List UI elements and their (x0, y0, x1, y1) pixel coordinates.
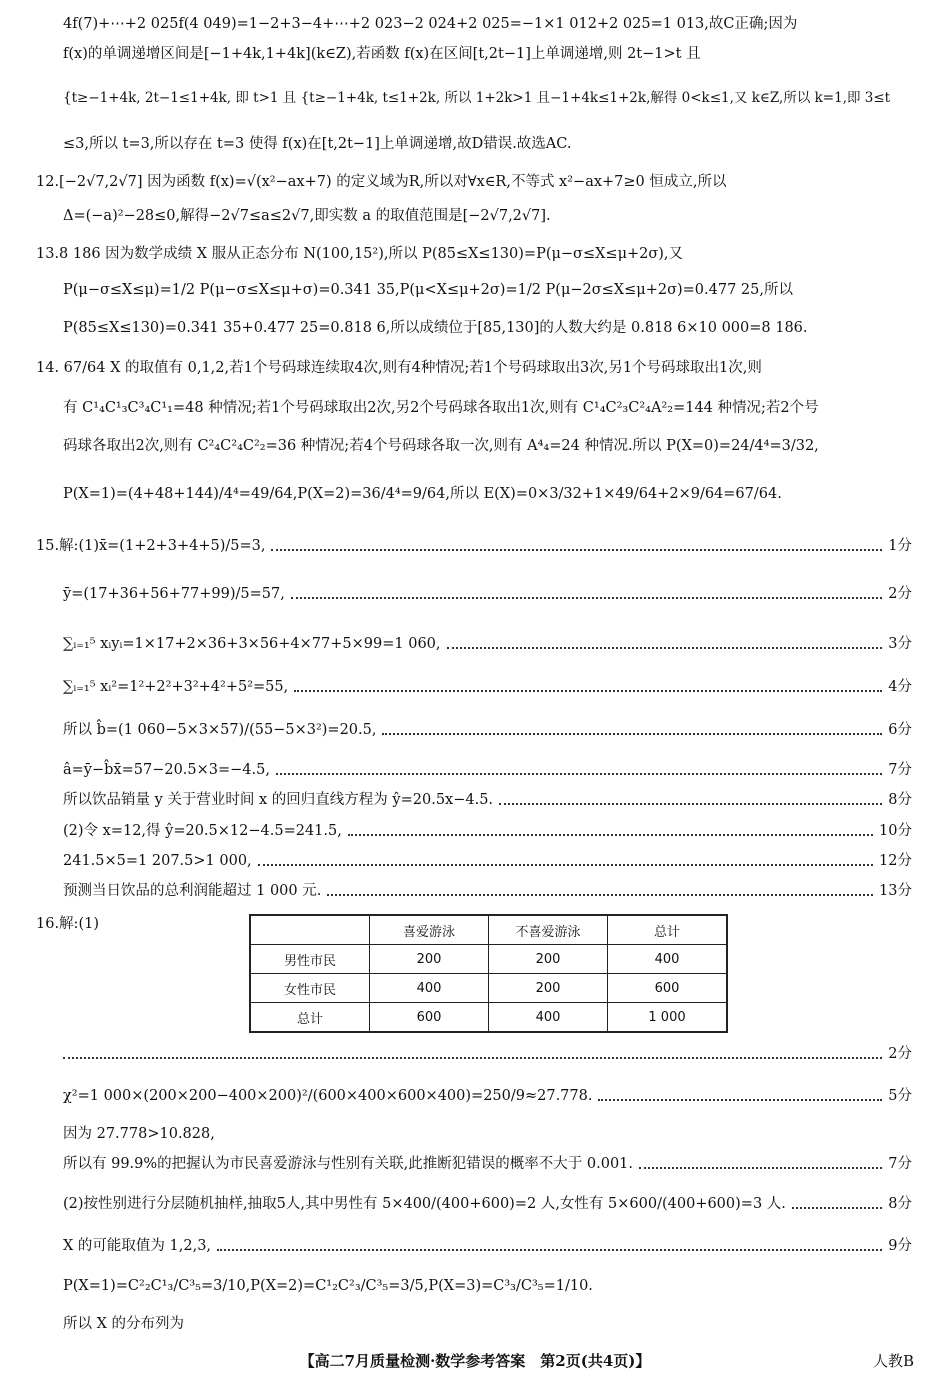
text-line: {t≥−1+4k, 2t−1≤1+4k, 即 t>1 且 {t≥−1+4k, t≤1+2k, 所以 1+2k>1 且−1+4k≤1+2k,解得 0<k≤1,又 k∈Z,所以 k=1,即 3≤t (63, 90, 891, 106)
dot-leader (271, 549, 882, 551)
table-row (250, 945, 727, 974)
text-line: 所以 X 的分布列为 (63, 1316, 185, 1332)
text-line: ≤3,所以 t=3,所以存在 t=3 使得 f(x)在[t,2t−1]上单调递增,故D错误.故选AC. (63, 136, 572, 152)
solution-16-step (63, 1154, 912, 1174)
step-text: â=ȳ−b̂x̄=57−20.5×3=−4.5, (63, 762, 270, 778)
step-text: 所以 b̂=(1 060−5×3×57)/(55−5×3²)=20.5, (63, 722, 377, 738)
dot-leader (276, 773, 882, 775)
score-label: 3分 (888, 636, 912, 652)
score-label: 5分 (888, 1088, 912, 1104)
step-text: X 的可能取值为 1,2,3, (63, 1238, 212, 1254)
dot-leader (598, 1099, 882, 1101)
solution-15-step (63, 821, 912, 841)
dot-leader (258, 864, 873, 866)
score-label: 1分 (888, 538, 912, 554)
step-text: ȳ=(17+36+56+77+99)/5=57, (63, 586, 285, 602)
text-line: 码球各取出2次,则有 C²₄C²₄C²₂=36 种情况;若4个号码球各取一次,则有 A⁴₄=24 种情况.所以 P(X=0)=24/4⁴=3/32, (63, 438, 819, 454)
contingency-table (249, 914, 728, 1033)
solution-15-step (63, 851, 912, 871)
table-row (250, 1003, 727, 1033)
solution-15-step (63, 881, 912, 901)
text-line: P(X=1)=C²₂C¹₃/C³₅=3/10,P(X=2)=C¹₂C²₃/C³₅=3/5,P(X=3)=C³₃/C³₅=1/10. (63, 1278, 593, 1294)
table-cell: 总计 (250, 1003, 370, 1033)
score-label: 12分 (879, 853, 912, 869)
score-label: 2分 (888, 1046, 912, 1062)
table-cell: 200 (489, 945, 608, 974)
solution-15-step (63, 584, 912, 604)
text-line: 因为 27.778>10.828, (63, 1126, 215, 1142)
solution-15-step (63, 760, 912, 780)
dot-leader (499, 803, 882, 805)
dot-leader (217, 1249, 882, 1251)
solution-15-step (63, 677, 912, 697)
step-text: 预测当日饮品的总利润能超过 1 000 元. (63, 883, 322, 899)
answer-12-line: 12.[−2√7,2√7] 因为函数 f(x)=√(x²−ax+7) 的定义域为R,所以对∀x∈R,不等式 x²−ax+7≥0 恒成立,所以 (36, 174, 727, 190)
step-text: χ²=1 000×(200×200−400×200)²/(600×400×600×400)=250/9≈27.778. (63, 1088, 593, 1104)
text-line: 4f(7)+⋯+2 025f(4 049)=1−2+3−4+⋯+2 023−2 024+2 025=−1×1 012+2 025=1 013,故C正确;因为 (63, 16, 798, 32)
table-row (250, 974, 727, 1003)
table-cell: 400 (608, 945, 728, 974)
score-label: 7分 (888, 1156, 912, 1172)
score-label: 8分 (888, 1196, 912, 1212)
score-label: 13分 (879, 883, 912, 899)
score-label: 7分 (888, 762, 912, 778)
text-line: 有 C¹₄C¹₃C³₄C¹₁=48 种情况;若1个号码球取出2次,另2个号码球各取出1次,则有 C¹₄C²₃C²₄A²₂=144 种情况;若2个号 (63, 400, 819, 416)
score-label: 9分 (888, 1238, 912, 1254)
solution-15-step (63, 634, 912, 654)
table-cell: 400 (370, 974, 489, 1003)
step-text: (2)按性别进行分层随机抽样,抽取5人,其中男性有 5×400/(400+600)=2 人,女性有 5×600/(400+600)=3 人. (63, 1196, 786, 1212)
step-text: 所以有 99.9%的把握认为市民喜爱游泳与性别有关联,此推断犯错误的概率不大于 0.001. (63, 1156, 634, 1172)
table-cell: 1 000 (608, 1003, 728, 1033)
step-text: ∑ᵢ₌₁⁵ xᵢyᵢ=1×17+2×36+3×56+4×77+5×99=1 060, (63, 636, 441, 652)
solution-16-heading: 16.解:(1) (36, 916, 99, 932)
text-line: P(μ−σ≤X≤μ)=1/2 P(μ−σ≤X≤μ+σ)=0.341 35,P(μ<X≤μ+2σ)=1/2 P(μ−2σ≤X≤μ+2σ)=0.477 25,所以 (63, 282, 793, 298)
score-label: 8分 (888, 792, 912, 808)
text-line: P(85≤X≤130)=0.341 35+0.477 25=0.818 6,所以成绩位于[85,130]的人数大约是 0.818 6×10 000=8 186. (63, 320, 808, 336)
page-footer: 【高二7月质量检测·数学参考答案 第2页(共4页)】 (299, 1352, 651, 1370)
table-cell: 400 (489, 1003, 608, 1033)
solution-16-step (63, 1236, 912, 1256)
table-cell: 200 (370, 945, 489, 974)
step-text: 所以饮品销量 y 关于营业时间 x 的回归直线方程为 ŷ=20.5x−4.5. (63, 792, 494, 808)
step-text: 15.解:(1)x̄=(1+2+3+4+5)/5=3, (36, 538, 266, 554)
table-cell: 200 (489, 974, 608, 1003)
table-cell (250, 915, 370, 945)
dot-leader (327, 894, 873, 896)
table-cell: 600 (608, 974, 728, 1003)
dot-leader (382, 733, 882, 735)
table-cell: 不喜爱游泳 (489, 915, 608, 945)
solution-15-step (63, 790, 912, 810)
text-line: f(x)的单调递增区间是[−1+4k,1+4k](k∈Z),若函数 f(x)在区间[t,2t−1]上单调递增,则 2t−1>t 且 (63, 46, 701, 62)
score-label: 2分 (888, 586, 912, 602)
dot-leader (294, 690, 882, 692)
text-line: P(X=1)=(4+48+144)/4⁴=49/64,P(X=2)=36/4⁴=9/64,所以 E(X)=0×3/32+1×49/64+2×9/64=67/64. (63, 486, 782, 502)
solution-16-step (63, 1086, 912, 1106)
edition-label: 人教B (872, 1352, 914, 1370)
table-cell: 男性市民 (250, 945, 370, 974)
solution-16-step (63, 1044, 912, 1064)
solution-15-step (63, 720, 912, 740)
dot-leader (63, 1057, 882, 1059)
step-text: 241.5×5=1 207.5>1 000, (63, 853, 252, 869)
answer-14-line: 14. 67/64 X 的取值有 0,1,2,若1个号码球连续取4次,则有4种情况;若1个号码球取出3次,另1个号码球取出1次,则 (36, 360, 762, 376)
text-line: Δ=(−a)²−28≤0,解得−2√7≤a≤2√7,即实数 a 的取值范围是[−2√7,2√7]. (63, 208, 551, 224)
dot-leader (792, 1207, 882, 1209)
solution-15-step (36, 536, 912, 556)
table-cell: 600 (370, 1003, 489, 1033)
table-cell: 喜爱游泳 (370, 915, 489, 945)
answer-13-line: 13.8 186 因为数学成绩 X 服从正态分布 N(100,15²),所以 P(85≤X≤130)=P(μ−σ≤X≤μ+2σ),又 (36, 246, 684, 262)
table-cell: 总计 (608, 915, 728, 945)
table-cell: 女性市民 (250, 974, 370, 1003)
score-label: 6分 (888, 722, 912, 738)
step-text: (2)令 x=12,得 ŷ=20.5×12−4.5=241.5, (63, 823, 342, 839)
score-label: 4分 (888, 679, 912, 695)
score-label: 10分 (879, 823, 912, 839)
table-header-row (250, 915, 727, 945)
dot-leader (639, 1167, 882, 1169)
solution-16-step (63, 1194, 912, 1214)
dot-leader (291, 597, 882, 599)
step-text: ∑ᵢ₌₁⁵ xᵢ²=1²+2²+3²+4²+5²=55, (63, 679, 289, 695)
dot-leader (447, 647, 883, 649)
dot-leader (348, 834, 873, 836)
